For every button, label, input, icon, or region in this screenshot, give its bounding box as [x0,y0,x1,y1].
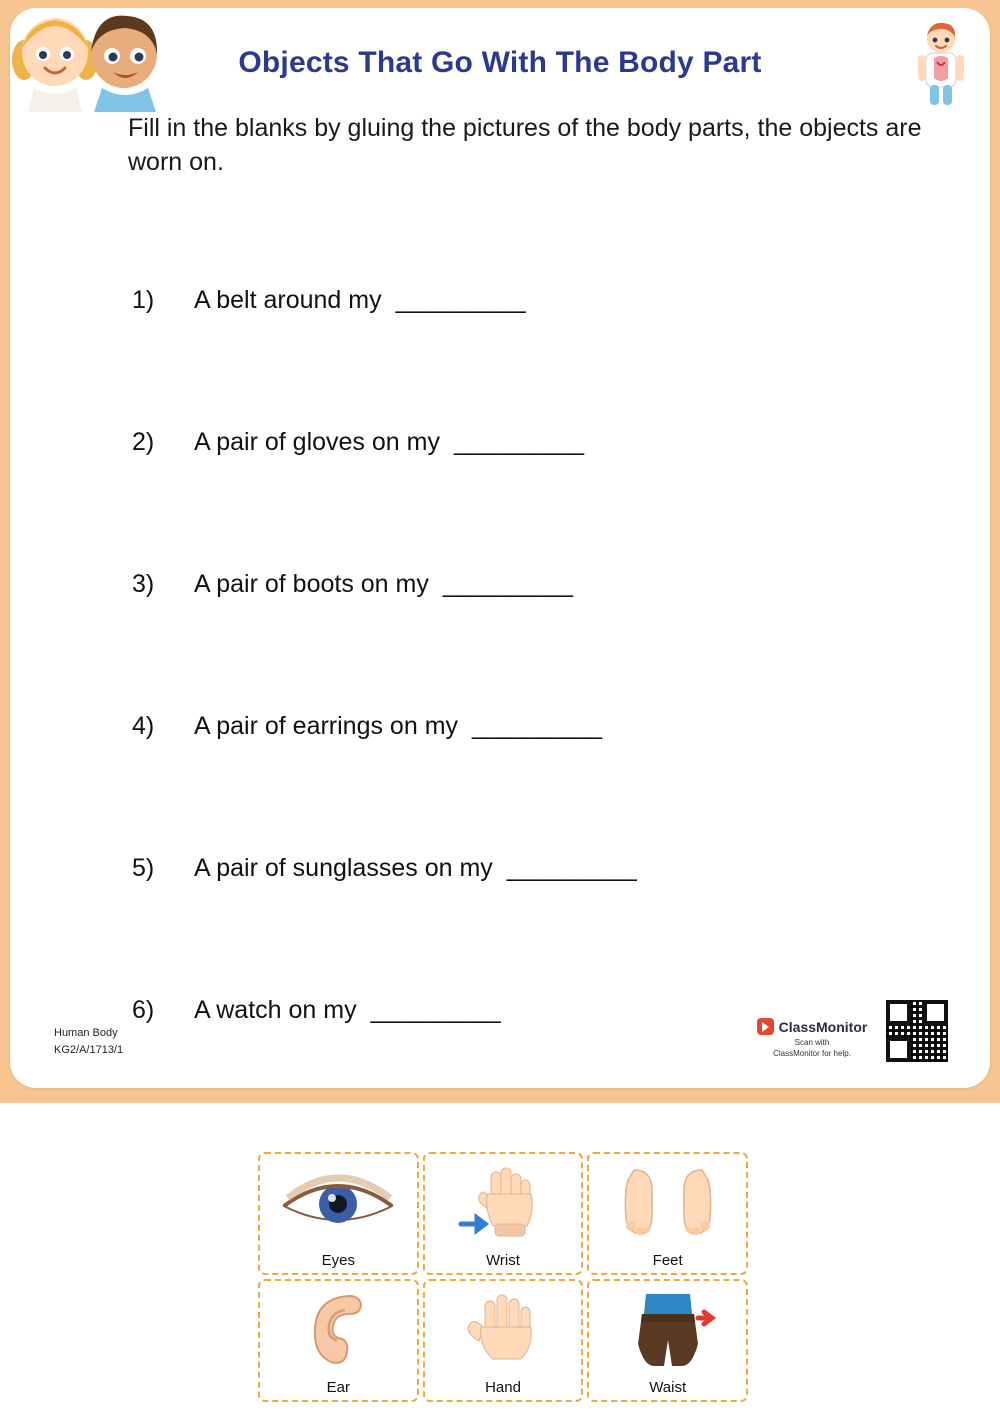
question-row [132,286,952,428]
brand-block [752,1018,872,1060]
question-row [132,712,952,854]
ear-icon [260,1287,417,1372]
footer-topic: Human Body [54,1027,118,1039]
answer-blank[interactable]: __________ [395,286,525,314]
cutout-label: Wrist [486,1252,520,1269]
wrist-icon [425,1160,582,1245]
footer-code: KG2/A/1713/1 [54,1043,124,1056]
cutout-label: Feet [652,1252,683,1269]
waist-icon [589,1287,746,1372]
question-text: A pair of gloves on my [194,428,440,456]
page-title: Objects That Go With The Body Part [238,46,762,79]
question-number: 6) [132,996,155,1024]
answer-blank[interactable]: __________ [370,996,500,1024]
cutout-card-eyes[interactable] [258,1152,419,1275]
cutout-label: Ear [326,1379,350,1396]
cutout-card-waist[interactable] [587,1279,748,1402]
question-text: A pair of boots on my [194,570,429,598]
question-list [132,286,952,1088]
cutout-card-wrist[interactable] [423,1152,584,1275]
cutout-card-grid [258,1152,748,1402]
answer-blank[interactable]: __________ [472,712,602,740]
question-text: A pair of earrings on my [194,712,459,740]
question-row [132,570,952,712]
question-number: 2) [132,428,155,456]
cutout-card-feet[interactable] [587,1152,748,1275]
question-number: 4) [132,712,155,740]
question-row [132,428,952,570]
question-text: A pair of sunglasses on my [194,854,493,882]
footer-code-block [54,1025,123,1058]
question-row [132,854,952,996]
answer-blank[interactable]: __________ [453,428,584,456]
cutout-card-ear[interactable] [258,1279,419,1402]
answer-blank[interactable]: __________ [506,854,636,882]
brand-tagline-line2: ClassMonitor for help. [773,1049,851,1059]
cutout-label: Waist [649,1379,687,1396]
brand-name: ClassMonitor [778,1018,868,1035]
cutout-label: Hand [485,1379,521,1396]
classmonitor-logo-icon [757,1018,774,1035]
feet-icon [589,1160,746,1245]
question-text: A watch on my [194,996,357,1024]
instructions-text: Fill in the blanks by gluing the pictures of the body parts, the objects are worn on. [128,114,922,176]
question-text: A belt around my [194,286,382,314]
question-number: 5) [132,854,155,882]
question-number: 3) [132,570,155,598]
qr-code-icon[interactable] [886,1000,948,1062]
cutout-card-hand[interactable] [423,1279,584,1402]
worksheet-card [10,8,990,1088]
eye-icon [260,1160,417,1245]
cutout-label: Eyes [321,1252,355,1269]
brand-tagline-line1: Scan with [794,1038,830,1048]
question-number: 1) [132,286,155,314]
answer-blank[interactable]: __________ [442,570,572,598]
hand-icon [425,1287,582,1372]
